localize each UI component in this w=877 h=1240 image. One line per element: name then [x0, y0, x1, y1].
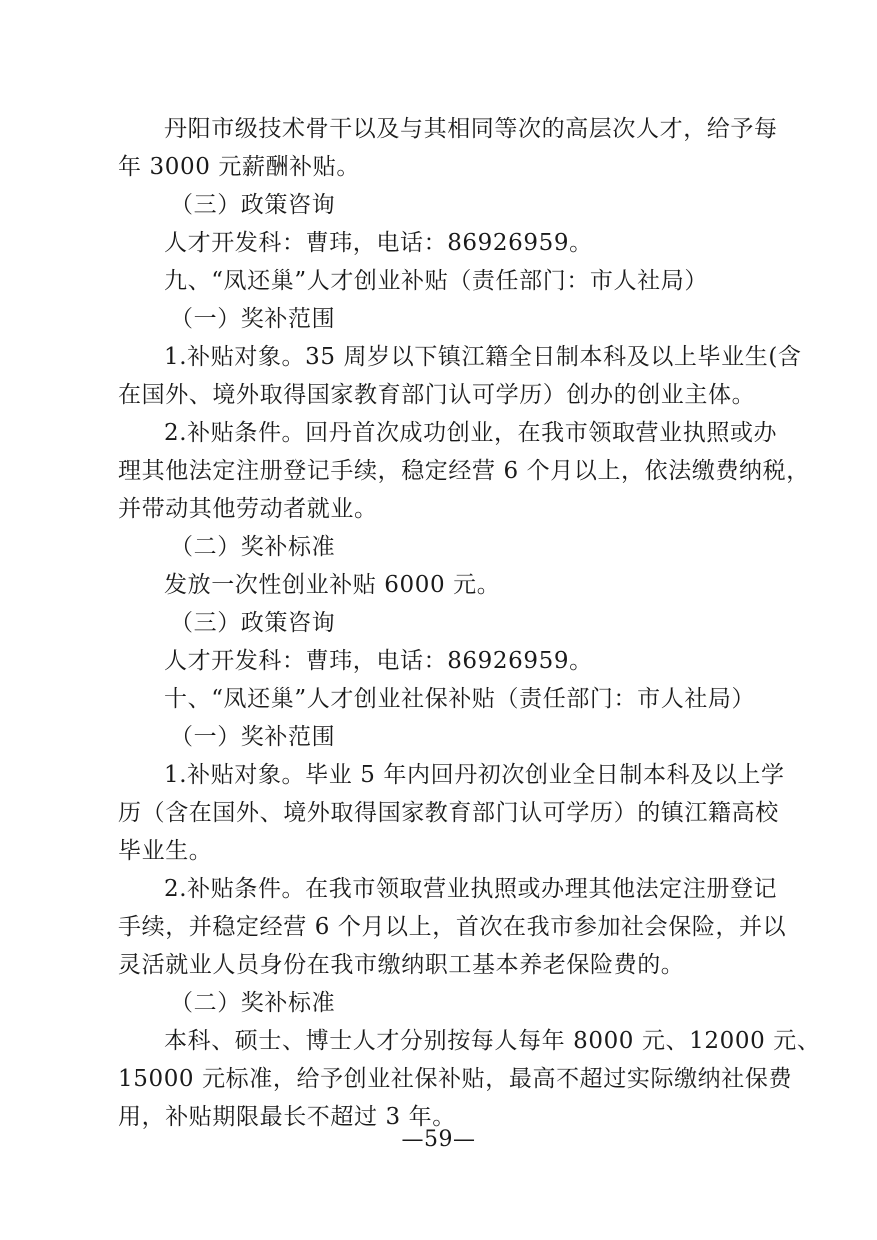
text-line: （三）政策咨询	[170, 610, 336, 636]
text-line: 年 3000 元薪酬补贴。	[118, 154, 360, 180]
text-line: 15000 元标准，给予创业社保补贴，最高不超过实际缴纳社保费	[118, 1066, 793, 1092]
text-line: 毕业生。	[118, 838, 213, 864]
text-line: 并带动其他劳动者就业。	[118, 496, 378, 522]
text-line: 理其他法定注册登记手续，稳定经营 6 个月以上，依法缴费纳税，	[118, 458, 810, 484]
text-line: （三）政策咨询	[170, 192, 336, 218]
text-line: 1.补贴对象。毕业 5 年内回丹初次创业全日制本科及以上学	[164, 762, 785, 788]
text-line: 2.补贴条件。回丹首次成功创业，在我市领取营业执照或办	[164, 420, 778, 446]
text-line: 人才开发科：曹玮，电话：86926959。	[164, 230, 593, 256]
text-line: 十、“凤还巢”人才创业社保补贴（责任部门：市人社局）	[164, 686, 756, 712]
text-line: （一）奖补范围	[170, 306, 336, 332]
text-line: 1.补贴对象。35 周岁以下镇江籍全日制本科及以上毕业生(含	[164, 344, 802, 370]
text-line: 发放一次性创业补贴 6000 元。	[164, 572, 501, 598]
page-number: —59—	[401, 1127, 476, 1152]
text-line: 历（含在国外、境外取得国家教育部门认可学历）的镇江籍高校	[118, 800, 779, 826]
text-line: （二）奖补标准	[170, 534, 336, 560]
text-line: 2.补贴条件。在我市领取营业执照或办理其他法定注册登记	[164, 876, 778, 902]
text-line: 本科、硕士、博士人才分别按每人每年 8000 元、12000 元、	[164, 1028, 821, 1054]
text-line: 用，补贴期限最长不超过 3 年。	[118, 1104, 456, 1130]
text-line: （一）奖补范围	[170, 724, 336, 750]
text-line: 手续，并稳定经营 6 个月以上，首次在我市参加社会保险，并以	[118, 914, 787, 940]
text-line: 丹阳市级技术骨干以及与其相同等次的高层次人才，给予每	[164, 116, 778, 142]
text-line: 人才开发科：曹玮，电话：86926959。	[164, 648, 593, 674]
document-body	[118, 110, 821, 1136]
text-line: 九、“凤还巢”人才创业补贴（责任部门：市人社局）	[164, 268, 708, 294]
text-line: 灵活就业人员身份在我市缴纳职工基本养老保险费的。	[118, 952, 685, 978]
text-line: （二）奖补标准	[170, 990, 336, 1016]
text-line: 在国外、境外取得国家教育部门认可学历）创办的创业主体。	[118, 382, 756, 408]
